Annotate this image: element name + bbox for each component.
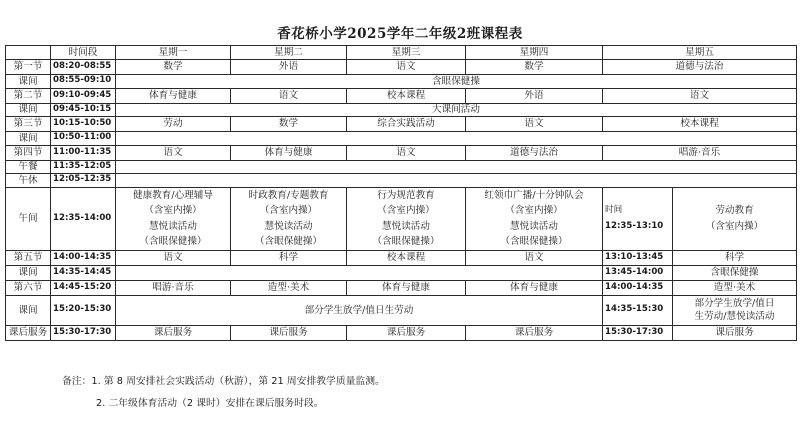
note-2: 2. 二年级体育活动（2 课时）安排在课后服务时段。	[96, 398, 324, 409]
page-title: 香花桥小学2025学年二年级2班课程表	[277, 26, 523, 42]
tue-cell: 数学	[231, 117, 347, 132]
mon-cell: 数学	[116, 60, 231, 75]
merged-cell: 部分学生放学/值日生劳动	[116, 295, 603, 325]
row-label: 第五节	[6, 250, 51, 265]
time-cell: 10:15-10:50	[51, 117, 116, 132]
mon-cell	[116, 187, 231, 250]
noon-line: （含室内操）	[705, 220, 764, 232]
period-4-row	[6, 145, 797, 160]
mon-cell: 劳动	[116, 117, 231, 132]
noon-line: 红领巾广播/十分钟队会	[484, 189, 584, 201]
row-label: 第四节	[6, 145, 51, 160]
tue-cell: 造型·美术	[231, 280, 347, 295]
fri-time-cell: 13:10-13:45	[603, 250, 673, 265]
mon-header: 星期一	[116, 46, 231, 60]
tue-cell: 课后服务	[231, 325, 347, 340]
period-1-row	[6, 60, 797, 75]
noon-line: 慧悦读活动	[149, 220, 197, 232]
noon-line: （含眼保健操）	[500, 236, 568, 248]
break-6-row	[6, 295, 797, 325]
row-label: 课间	[6, 295, 51, 325]
row-label: 午餐	[6, 160, 51, 174]
lunch-row	[6, 160, 797, 174]
time-cell: 12:05-12:35	[51, 174, 116, 188]
after-school-row	[6, 325, 797, 340]
period-2-row	[6, 88, 797, 103]
noon-line: 劳动教育	[715, 205, 754, 217]
noon-line: （含室内操）	[505, 205, 563, 217]
mon-cell: 唱游·音乐	[116, 280, 231, 295]
merged-cell: 大课间活动	[116, 103, 797, 117]
break-5-row	[6, 265, 797, 280]
time-cell: 10:50-11:00	[51, 132, 116, 146]
row-label: 第一节	[6, 60, 51, 75]
thu-cell: 体育与健康	[466, 280, 603, 295]
mon-cell: 语文	[116, 250, 231, 265]
time-cell: 14:45-15:20	[51, 280, 116, 295]
fri-time-cell: 14:00-14:35	[603, 280, 673, 295]
noon-line: 慧悦读活动	[510, 220, 558, 232]
break-1-row	[6, 75, 797, 89]
thu-cell: 课后服务	[466, 325, 603, 340]
noon-line: （含眼保健操）	[254, 236, 323, 248]
schedule-table	[5, 45, 797, 341]
row-label: 午休	[6, 174, 51, 188]
noon-line: （含眼保健操）	[372, 236, 440, 248]
thu-cell: 外语	[466, 88, 603, 103]
time-cell: 14:00-14:35	[51, 250, 116, 265]
time-cell: 08:20-08:55	[51, 60, 116, 75]
mon-cell: 语文	[116, 145, 231, 160]
time-cell: 11:35-12:05	[51, 160, 116, 174]
period-5-row	[6, 250, 797, 265]
mon-cell: 课后服务	[116, 325, 231, 340]
header-row	[6, 46, 797, 60]
fri-time-cell: 13:45-14:00	[603, 265, 673, 280]
merged-cell: 含眼保健操	[116, 75, 797, 89]
thu-cell	[466, 187, 603, 250]
period-3-row	[6, 117, 797, 132]
fri-time-cell: 14:35-15:30	[603, 295, 673, 325]
empty-cell	[116, 265, 603, 280]
wed-cell	[347, 187, 466, 250]
time-cell: 08:55-09:10	[51, 75, 116, 89]
fri-time-cell	[603, 187, 673, 250]
fri-line: 部分学生放学/值日	[694, 297, 775, 309]
empty-cell	[116, 132, 797, 146]
tue-cell	[231, 187, 347, 250]
row-label: 课间	[6, 265, 51, 280]
fri-cell: 校本课程	[603, 117, 797, 132]
rest-row	[6, 174, 797, 188]
noon-row	[6, 187, 797, 250]
period-6-row	[6, 280, 797, 295]
tue-cell: 外语	[231, 60, 347, 75]
fri-time-value: 12:35-13:10	[605, 220, 664, 231]
fri-cell	[673, 187, 797, 250]
fri-cell: 课后服务	[673, 325, 797, 340]
time-cell: 09:10-09:45	[51, 88, 116, 103]
time-cell: 11:00-11:35	[51, 145, 116, 160]
time-cell: 15:30-17:30	[51, 325, 116, 340]
wed-cell: 综合实践活动	[347, 117, 466, 132]
empty-cell	[116, 174, 797, 188]
noon-line: 时政教育/专题教育	[248, 189, 329, 201]
row-label: 课间	[6, 103, 51, 117]
noon-line: （含眼保健操）	[139, 236, 207, 248]
fri-line: 生劳动/慧悦读活动	[694, 311, 775, 323]
fri-cell: 造型·美术	[673, 280, 797, 295]
time-cell: 09:45-10:15	[51, 103, 116, 117]
row-label: 午间	[6, 187, 51, 250]
noon-line: （含室内操）	[259, 205, 318, 217]
fri-cell: 语文	[603, 88, 797, 103]
fri-cell: 道德与法治	[603, 60, 797, 75]
wed-cell: 校本课程	[347, 250, 466, 265]
thu-header: 星期四	[466, 46, 603, 60]
row-label: 课间	[6, 132, 51, 146]
thu-cell: 语文	[466, 250, 603, 265]
noon-line: 行为规范教育	[377, 189, 435, 201]
noon-line: 健康教育/心理辅导	[133, 189, 213, 201]
fri-cell: 唱游·音乐	[603, 145, 797, 160]
corner-cell	[6, 46, 51, 60]
wed-cell: 课后服务	[347, 325, 466, 340]
thu-cell: 语文	[466, 117, 603, 132]
wed-cell: 体育与健康	[347, 280, 466, 295]
thu-cell: 道德与法治	[466, 145, 603, 160]
time-cell: 15:20-15:30	[51, 295, 116, 325]
wed-cell: 校本课程	[347, 88, 466, 103]
wed-header: 星期三	[347, 46, 466, 60]
wed-cell: 语文	[347, 60, 466, 75]
fri-time-label: 时间	[605, 205, 623, 216]
break-2-row	[6, 103, 797, 117]
row-label: 第六节	[6, 280, 51, 295]
tue-header: 星期二	[231, 46, 347, 60]
note-1: 备注：1. 第 8 周安排社会实践活动（秋游），第 21 周安排教学质量监测。	[62, 376, 385, 387]
noon-line: 慧悦读活动	[382, 220, 430, 232]
tue-cell: 体育与健康	[231, 145, 347, 160]
row-label: 课后服务	[6, 325, 51, 340]
tue-cell: 科学	[231, 250, 347, 265]
time-cell: 12:35-14:00	[51, 187, 116, 250]
mon-cell: 体育与健康	[116, 88, 231, 103]
break-3-row	[6, 132, 797, 146]
fri-cell: 科学	[673, 250, 797, 265]
fri-cell	[673, 295, 797, 325]
thu-cell: 数学	[466, 60, 603, 75]
row-label: 第二节	[6, 88, 51, 103]
fri-cell: 含眼保健操	[673, 265, 797, 280]
row-label: 第三节	[6, 117, 51, 132]
fri-time-cell: 15:30-17:30	[603, 325, 673, 340]
noon-line: （含室内操）	[144, 205, 202, 217]
time-header: 时间段	[51, 46, 116, 60]
time-cell: 14:35-14:45	[51, 265, 116, 280]
row-label: 课间	[6, 75, 51, 89]
tue-cell: 语文	[231, 88, 347, 103]
fri-header: 星期五	[603, 46, 797, 60]
noon-line: 慧悦读活动	[264, 220, 313, 232]
wed-cell: 语文	[347, 145, 466, 160]
notes	[62, 371, 385, 415]
empty-cell	[116, 160, 797, 174]
noon-line: （含室内操）	[377, 205, 435, 217]
